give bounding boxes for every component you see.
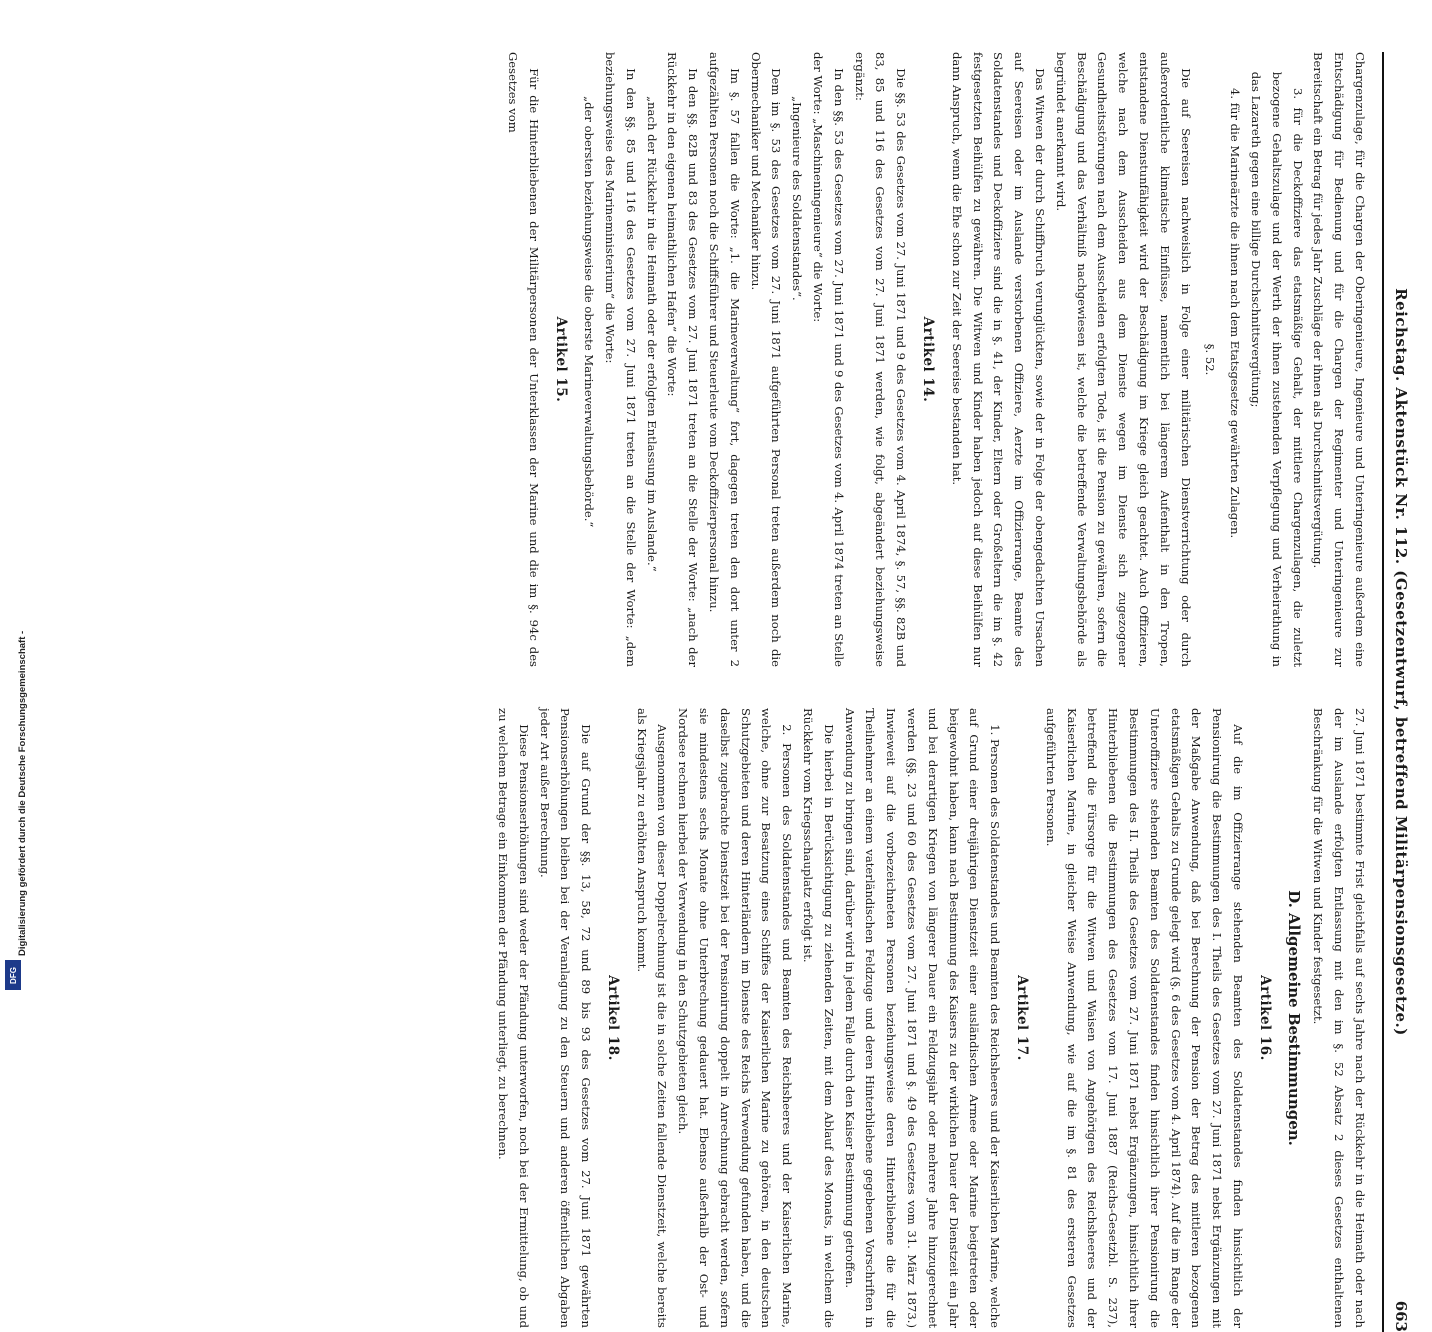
paragraph: Ausgenommen von dieser Doppelrechnung ist die in solche Zeiten fallende Dienstzeit, welche bereits als Kriegsjahr zu erhöhten Anspruch kommt. [634, 708, 670, 1328]
article-heading: Artikel 18. [604, 975, 621, 1061]
page-number: 663 [1392, 1300, 1410, 1332]
paragraph: Für die Hinterbliebenen der Militärpersonen der Unterklassen der Marine und die im §. 94c des Gesetzes vom [505, 52, 541, 667]
section-sign: §. 52. [1203, 343, 1218, 376]
dfg-logo [5, 960, 21, 990]
list-item: 2. Personen des Soldatenstandes und Beamten des Reichsheeres und der Kaiserlichen Marine, welche, ohne zur Besatzung eines Schiffes der Kaiserlichen Marine zu gehören, in den deutschen Schutzgebieten und deren Hinterländern im Dienste des Reichs Verwendung gefunden haben, und die daselbst zugebrachte Dienstzeit bei der Pensionirung doppelt in Anrechnung gebracht werden, sofern sie mindestens sechs Monate ohne Unterbrechung gedauert hat. Ebenso außerhalb der Ost- und Nordsee rechnen hierbei der Verwendung in den Schutzgebieten gleich. [676, 708, 795, 1328]
left-column [502, 52, 1370, 667]
paragraph: Chargenzulage, für die Chargen der Oberingenieure, Ingenieure und Unteringenieure außerdem eine Entschädigung für Bedienung und für die Chargen der Regimenter und Unteringenieure zur Bereitschaft ein Betrag für jedes Jahr Zuschläge der ihnen als Durchschnittsvergütung. [1311, 52, 1367, 667]
section-heading: D. Allgemeine Bestimmungen. [1284, 890, 1303, 1146]
list-item: 1. Personen des Soldatenstandes und Beamten des Reichsheeres und der Kaiserlichen Marine, welche auf Grund einer dreijährigen Dienstzeit einer ausländischen Armee oder Marine beigetreten oder beigewohnt haben, kann nach Bestimmung des Kaisers zu der wirklichen Dauer der Dienstzeit ein Jahr und bei derartigen Kriegen von längerer Dauer ein Feldzugsjahr oder mehrere Jahre hinzugerechnet werden (§§. 23 und 60 des Gesetzes vom 27. Juni 1871 und §. 49 des Gesetzes vom 31. März 1873.) Inwieweit auf die vorbezeichneten Personen beziehungsweise deren Hinterbliebene die für die Theilnehmer an einem vaterländischen Feldzuge und deren Hinterbliebene gegebenen Vorschriften in Anwendung zu bringen sind, darüber wird in jedem Falle durch den Kaiser Bestimmung getroffen. [842, 708, 1003, 1328]
paragraph: Die §§. 53 des Gesetzes vom 27. Juni 1871 und 9 des Gesetzes vom 4. April 1874, §. 57, §§. 82B und 83, 85 und 116 des Gesetzes vom 27. Juni 1871 werden, wie folgt, abgeändert beziehungsweise ergänzt: [852, 52, 909, 667]
quotation: „nach der Rückkehr in die Heimath oder der erfolgten Entlassung im Auslande.“ [644, 96, 659, 572]
paragraph: Das Witwen der durch Schiffbruch verunglückten, sowie der in Folge der obengedachten Ursachen auf Seereisen oder im Auslande verstorbenen Offiziere, Aerzte im Offizierrange, Beamte des Soldatenstandes und Deckoffiziere sind die in §. 41, der Kinder, Eltern oder Großeltern die im §. 42 festgesetzten Beihülfen zu gewähren. Die Witwen und Kinder haben jedoch auf diese Beihülfen nur dann Anspruch, wenn die Ehe schon zur Zeit der Seereise bestanden hat. [949, 52, 1048, 667]
right-column [492, 708, 1370, 1328]
digitization-note-text: Digitalisierung gefördert durch die Deutsche Forschungsgemeinschaft - [17, 630, 28, 956]
quotation: „Ingenieure des Soldatenstandes“. [790, 96, 805, 301]
paragraph: Dem im §. 53 des Gesetzes vom 27. Juni 1871 aufgeführten Personal treten außerdem noch die Obermechaniker und Mechaniker hinzu. [748, 52, 784, 667]
paragraph: Die auf Seereisen nachweislich in Folge einer militärischen Dienstverrichtung oder durch außerordentliche klimatische Einflüsse, namentlich bei längerem Aufenthalt in den Tropen, entstandene Dienstunfähigkeit wird der Beschädigung im Kriege gleich geachtet. Auch Offizieren, welche nach dem Ausscheiden aus dem Dienste wegen im Dienste sich zugezogener Gesundheitsstörungen nach dem Ausscheiden erfolgten Tode, ist die Pension zu gewähren, sofern die Beschädigung und das Verhältniß nachgewiesen ist, welche die betreffende Verwaltungsbehörde als begründet anerkannt wird. [1053, 52, 1193, 667]
dfg-logo-text: DFG [8, 966, 18, 984]
header-rule [1382, 52, 1384, 1332]
article-heading: Artikel 14. [920, 316, 937, 403]
running-title: Reichstag. Aktenstück Nr. 112. (Gesetzentwurf, betreffend Militärpensionsgesetze.) [1392, 288, 1410, 1036]
list-item: 4. für die Marineärzte die ihnen nach dem Etatsgesetze gewährten Zulagen. [1228, 87, 1243, 539]
paragraph: In den §§. 82B und 83 des Gesetzes vom 27. Juni 1871 treten an die Stelle der Worte: „nach der Rückkehr in den eigenen heimathlichen Hafen“ die Worte: [665, 52, 701, 667]
paragraph: 27. Juni 1871 bestimmte Frist gleichfalls auf sechs Jahre nach der Rückkehr in die Heimath oder nach der im Auslande erfolgten Entlassung mit den im §. 52 Absatz 2 dieses Gesetzes enthaltenen Beschränkung für die Witwen und Kinder festgesetzt. [1311, 708, 1367, 1328]
page-header [1380, 52, 1410, 1332]
paragraph: Auf die im Offizierrange stehenden Beamten des Soldatenstandes finden hinsichtlich der Pensionirung die Bestimmungen des I. Theils des Gesetzes vom 27. Juni 1871 nebst Ergänzungen mit der Maßgabe Anwendung, daß bei Berechnung der Pension der Betrag des mittleren bezogenen etatsmäßigen Gehalts zu Grunde gelegt wird (§. 6 des Gesetzes vom 4. April 1874). Auf die im Range der Unteroffiziere stehenden Beamten des Soldatenstandes finden hinsichtlich ihrer Pensionirung die Bestimmungen des II. Theils des Gesetzes vom 27. Juni 1871 nebst Ergänzungen, hinsichtlich ihrer Hinterbliebenen die Bestimmungen des Gesetzes vom 17. Juni 1887 (Reichs-Gesetzbl. S. 237), betreffend die Fürsorge für die Witwen und Waisen von Angehörigen des Reichsheeres und der Kaiserlichen Marine, in gleicher Weise Anwendung, wie auf die im §. 81 des ersteren Gesetzes aufgeführten Personen. [1043, 708, 1246, 1328]
paragraph: Die auf Grund der §§. 13, 58, 72 und 89 bis 93 des Gesetzes vom 27. Juni 1871 gewährten Pensionserhöhungen bleiben bei der Veranlagung zu den Steuern und anderen öffentlichen Abgaben jeder Art außer Berechnung. [537, 708, 594, 1328]
article-heading: Artikel 16. [1256, 975, 1273, 1061]
quotation: „der obersten beziehungsweise die oberste Marineverwaltungsbehörde.“ [582, 96, 597, 528]
paragraph: Im §. 57 fallen die Worte: „1. die Marineverwaltung“ fort, dagegen treten den dort unter 2 aufgezählten Personen noch die Schiffsführer und Steuerleute vom Deckoffizierpersonal hinzu. [707, 52, 742, 667]
article-heading: Artikel 15. [552, 316, 569, 403]
paragraph: In den §§. 85 und 116 des Gesetzes vom 27. Juni 1871 treten an die Stelle der Worte: „dem beziehungsweise des Marineministerium“ die Worte: [603, 52, 638, 667]
digitization-note [5, 606, 28, 956]
article-heading: Artikel 17. [1014, 975, 1031, 1061]
paragraph: In den §§. 53 des Gesetzes vom 27. Juni 1871 und 9 des Gesetzes vom 4. April 1874 treten an Stelle der Worte: „Maschineningenieure“ die Worte: [811, 52, 846, 667]
paragraph: Diese Pensionserhöhungen sind weder der Pfändung unterworfen, noch bei der Ermittelung, ob und zu welchem Betrage ein Einkommen der Pfändung unterliegt, zu berechnen. [495, 708, 531, 1328]
list-item: 3. für die Deckoffiziere das etatsmäßige Gehalt, der mittlere Chargenzulagen, die zuletzt bezogene Gehaltszulage und der Werth der ihnen zustehenden Verpflegung und Verheirathung in das Lazareth gegen eine billige Durchschnittsvergütung; [1249, 71, 1305, 667]
paragraph: Die hierbei in Berücksichtigung zu ziehenden Zeiten, mit dem Ablauf des Monats, in welchem die Rückkehr vom Kriegsschauplatz erfolgt ist. [801, 708, 836, 1328]
